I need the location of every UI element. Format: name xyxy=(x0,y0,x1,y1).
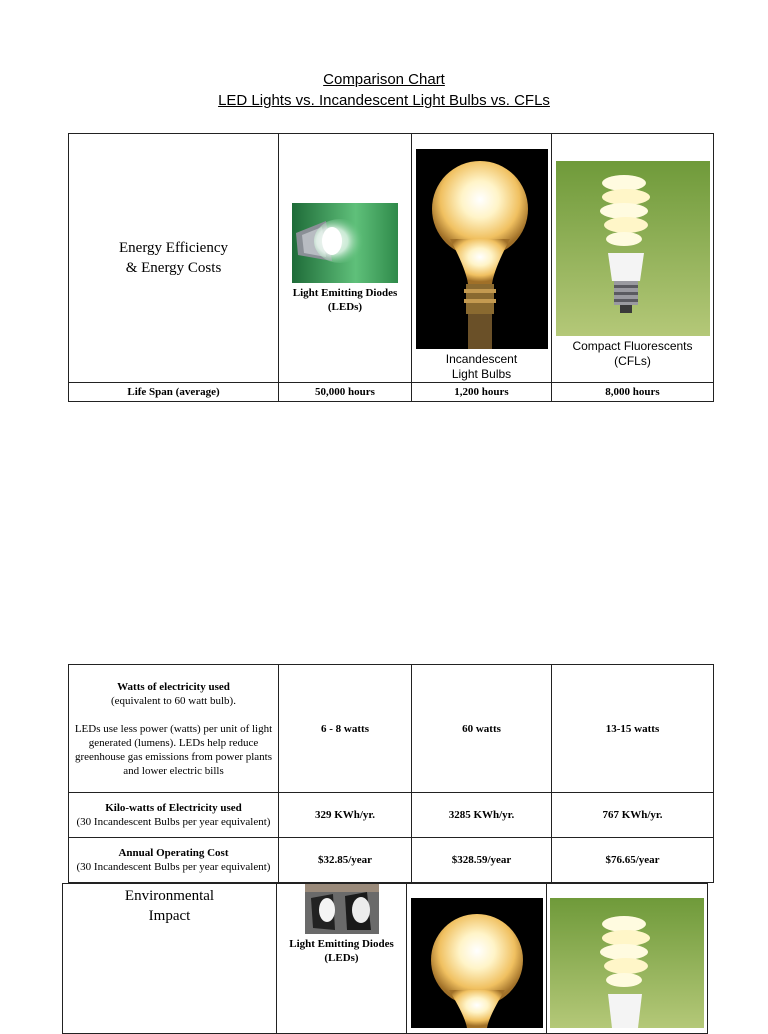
environment-table xyxy=(62,883,708,1034)
usage-table xyxy=(68,664,714,883)
env-led-label-line1: Light Emitting Diodes xyxy=(289,938,394,950)
watts-row xyxy=(69,665,714,793)
env-cfl-cell xyxy=(547,884,708,1034)
life-span-row xyxy=(69,383,714,402)
life-span-led: 50,000 hours xyxy=(279,383,412,402)
kwh-label-cell xyxy=(69,793,279,838)
incandescent-label-line1: Incandescent xyxy=(445,352,518,366)
kwh-incandescent: 3285 KWh/yr. xyxy=(412,793,552,838)
cost-row xyxy=(69,838,714,883)
watts-incandescent: 60 watts xyxy=(412,665,552,793)
led-label-line1: Light Emitting Diodes xyxy=(292,286,398,299)
cost-label-cell xyxy=(69,838,279,883)
env-led-cell xyxy=(277,884,407,1034)
kwh-cfl: 767 KWh/yr. xyxy=(552,793,714,838)
led-label-line2: (LEDs) xyxy=(327,300,363,313)
environment-category-line1: Environmental xyxy=(124,888,215,904)
cfl-bulb-image xyxy=(556,161,710,336)
led-header-cell xyxy=(279,134,412,383)
kwh-led: 329 KWh/yr. xyxy=(279,793,412,838)
cfl-label-line2: (CFLs) xyxy=(614,354,651,368)
chart-subtitle: LED Lights vs. Incandescent Light Bulbs vs. CFLs xyxy=(218,92,550,109)
life-span-cfl: 8,000 hours xyxy=(552,383,714,402)
energy-category-cell xyxy=(69,134,279,383)
cfl-label-line1: Compact Fluorescents xyxy=(572,339,693,353)
watts-sub: (equivalent to 60 watt bulb). xyxy=(111,694,236,707)
cost-sub: (30 Incandescent Bulbs per year equivalent) xyxy=(76,861,271,873)
energy-category-line2: & Energy Costs xyxy=(125,260,222,276)
env-incandescent-cell xyxy=(407,884,547,1034)
kwh-row xyxy=(69,793,714,838)
kwh-sub: (30 Incandescent Bulbs per year equivalent) xyxy=(76,816,271,828)
cost-cfl: $76.65/year xyxy=(552,838,714,883)
cost-led: $32.85/year xyxy=(279,838,412,883)
kwh-label: Kilo-watts of Electricity used xyxy=(105,802,242,814)
life-span-incandescent: 1,200 hours xyxy=(412,383,552,402)
energy-category-line1: Energy Efficiency xyxy=(119,240,228,256)
env-incandescent-image xyxy=(411,898,543,1028)
environment-category-cell xyxy=(63,884,277,1034)
watts-led: 6 - 8 watts xyxy=(279,665,412,793)
led-bulb-image xyxy=(292,203,398,283)
cost-incandescent: $328.59/year xyxy=(412,838,552,883)
cost-label: Annual Operating Cost xyxy=(118,847,229,859)
watts-label-cell xyxy=(69,665,279,793)
chart-title: Comparison Chart xyxy=(323,71,445,88)
cfl-header-cell xyxy=(552,134,714,383)
life-span-label: Life Span (average) xyxy=(69,383,279,402)
env-led-image xyxy=(305,884,379,934)
environment-category-line2: Impact xyxy=(148,908,191,924)
watts-cfl: 13-15 watts xyxy=(552,665,714,793)
energy-table xyxy=(68,133,714,402)
env-cfl-image xyxy=(550,898,704,1028)
env-led-label-line2: (LEDs) xyxy=(324,952,359,964)
watts-note: LEDs use less power (watts) per unit of light generated (lumens). LEDs help reduce greenhouse gas emissions from power plants and lower electric bills xyxy=(74,722,273,777)
incandescent-label-line2: Light Bulbs xyxy=(451,367,512,381)
watts-label: Watts of electricity used xyxy=(117,680,230,693)
incandescent-header-cell xyxy=(412,134,552,383)
incandescent-bulb-image xyxy=(416,149,548,349)
